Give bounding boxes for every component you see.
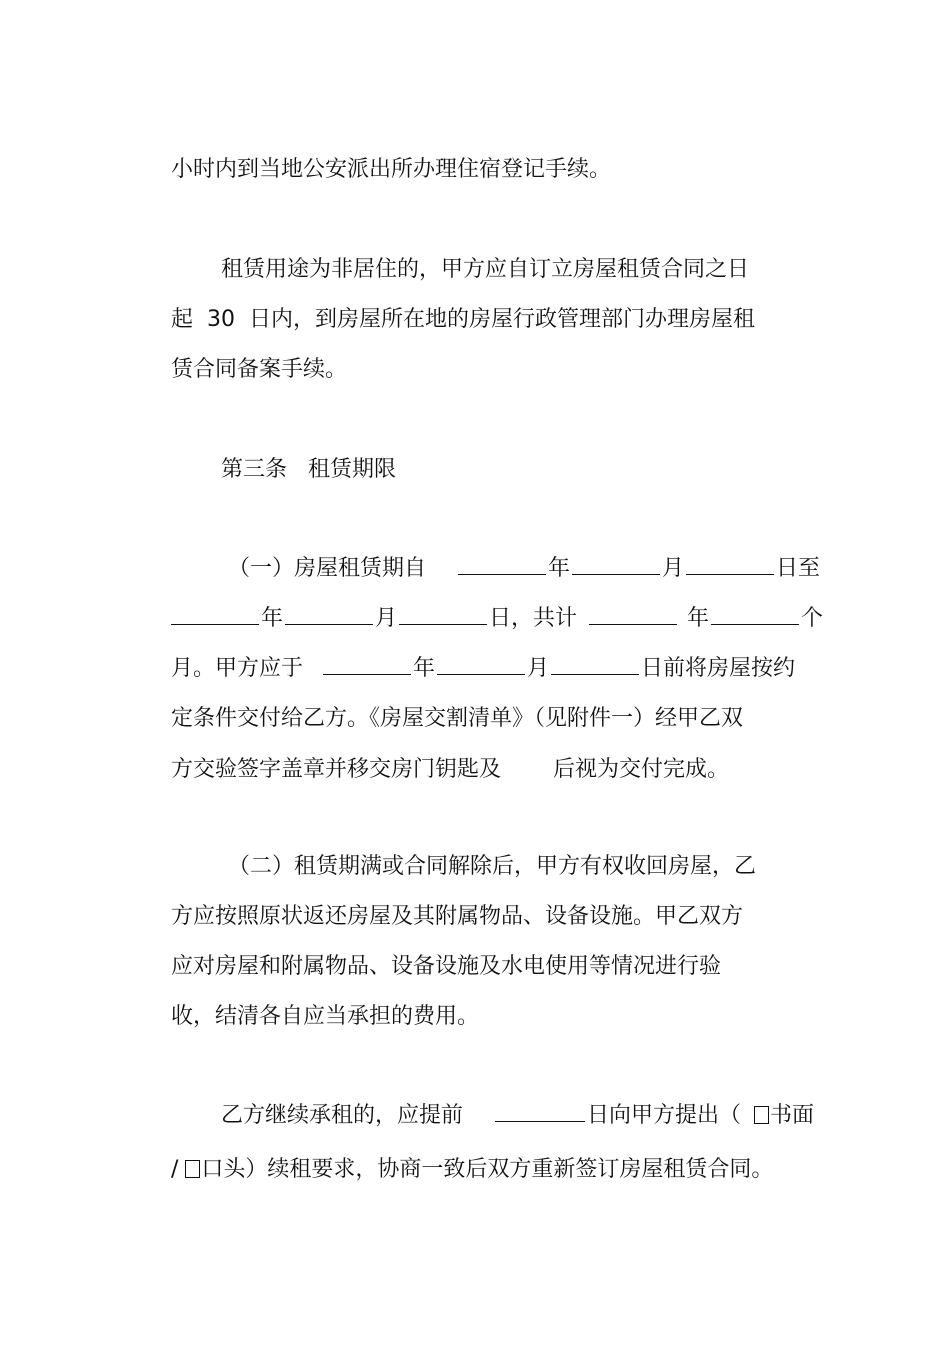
section-heading — [193, 431, 396, 509]
line-text: 月 — [527, 656, 550, 681]
line-text: 日向甲方提出（ — [587, 1103, 742, 1128]
line-text: 书面 — [770, 1103, 815, 1128]
blank-field[interactable] — [323, 656, 411, 675]
line-text: 方应按照原状返还房屋及其附属物品、设备设施。甲乙双方 — [170, 904, 743, 929]
blank-field[interactable] — [572, 556, 660, 575]
blank-field[interactable] — [551, 656, 639, 675]
line-text: / — [170, 1157, 179, 1182]
line-text: 赁合同备案手续。 — [170, 357, 347, 382]
line-text: 后视为交付完成。 — [553, 757, 730, 782]
line-text: 日，共计 — [489, 606, 578, 631]
blank-field[interactable] — [171, 606, 259, 625]
line-text: 日至 — [776, 556, 821, 581]
line-text: 月 — [662, 556, 685, 581]
line-text: 年 — [687, 606, 710, 631]
blank-field[interactable] — [589, 606, 677, 625]
line-text: （一）房屋租赁期自 — [227, 556, 426, 581]
line-text: 个 — [801, 606, 824, 631]
text-line — [143, 331, 347, 409]
blank-field[interactable] — [437, 656, 525, 675]
text-line — [143, 131, 611, 209]
blank-field[interactable] — [686, 556, 774, 575]
oral-checkbox[interactable] — [185, 1160, 200, 1178]
blank-field[interactable] — [399, 606, 487, 625]
text-line — [143, 731, 729, 809]
line-text: 收，结清各自应当承担的费用。 — [170, 1004, 479, 1029]
text-line — [143, 978, 479, 1056]
line-text: （二）租赁期满或合同解除后，甲方有权收回房屋，乙 — [227, 854, 756, 879]
line-text: 月。甲方应于 — [170, 656, 303, 681]
line-text: 年 — [413, 656, 436, 681]
blank-field[interactable] — [458, 556, 546, 575]
line-text: 年 — [548, 556, 571, 581]
written-checkbox[interactable] — [754, 1106, 769, 1124]
line-text: 月 — [375, 606, 398, 631]
line-text: 应对房屋和附属物品、设备设施及水电使用等情况进行验 — [170, 954, 721, 979]
blank-field[interactable] — [711, 606, 799, 625]
line-text: 口头）续租要求，协商一致后双方重新签订房屋租赁合同。 — [201, 1157, 774, 1182]
line-text: 年 — [260, 606, 283, 631]
line-text: 乙方继续承租的，应提前 — [220, 1103, 463, 1128]
text-line — [143, 1131, 773, 1209]
line-text: 日前将房屋按约 — [641, 656, 796, 681]
line-text: 租赁用途为非居住的，甲方应自订立房屋租赁合同之日 — [220, 257, 749, 282]
heading-text: 第三条 租赁期限 — [220, 457, 396, 482]
blank-field[interactable] — [285, 606, 373, 625]
blank-field[interactable] — [495, 1103, 585, 1122]
line-text: 定条件交付给乙方。《房屋交割清单》（见附件一）经甲乙双 — [170, 706, 743, 731]
line-text: 小时内到当地公安派出所办理住宿登记手续。 — [170, 157, 611, 182]
line-text: 起 30 日内，到房屋所在地的房屋行政管理部门办理房屋租 — [170, 307, 755, 332]
line-text: 方交验签字盖章并移交房门钥匙及 — [170, 757, 501, 782]
